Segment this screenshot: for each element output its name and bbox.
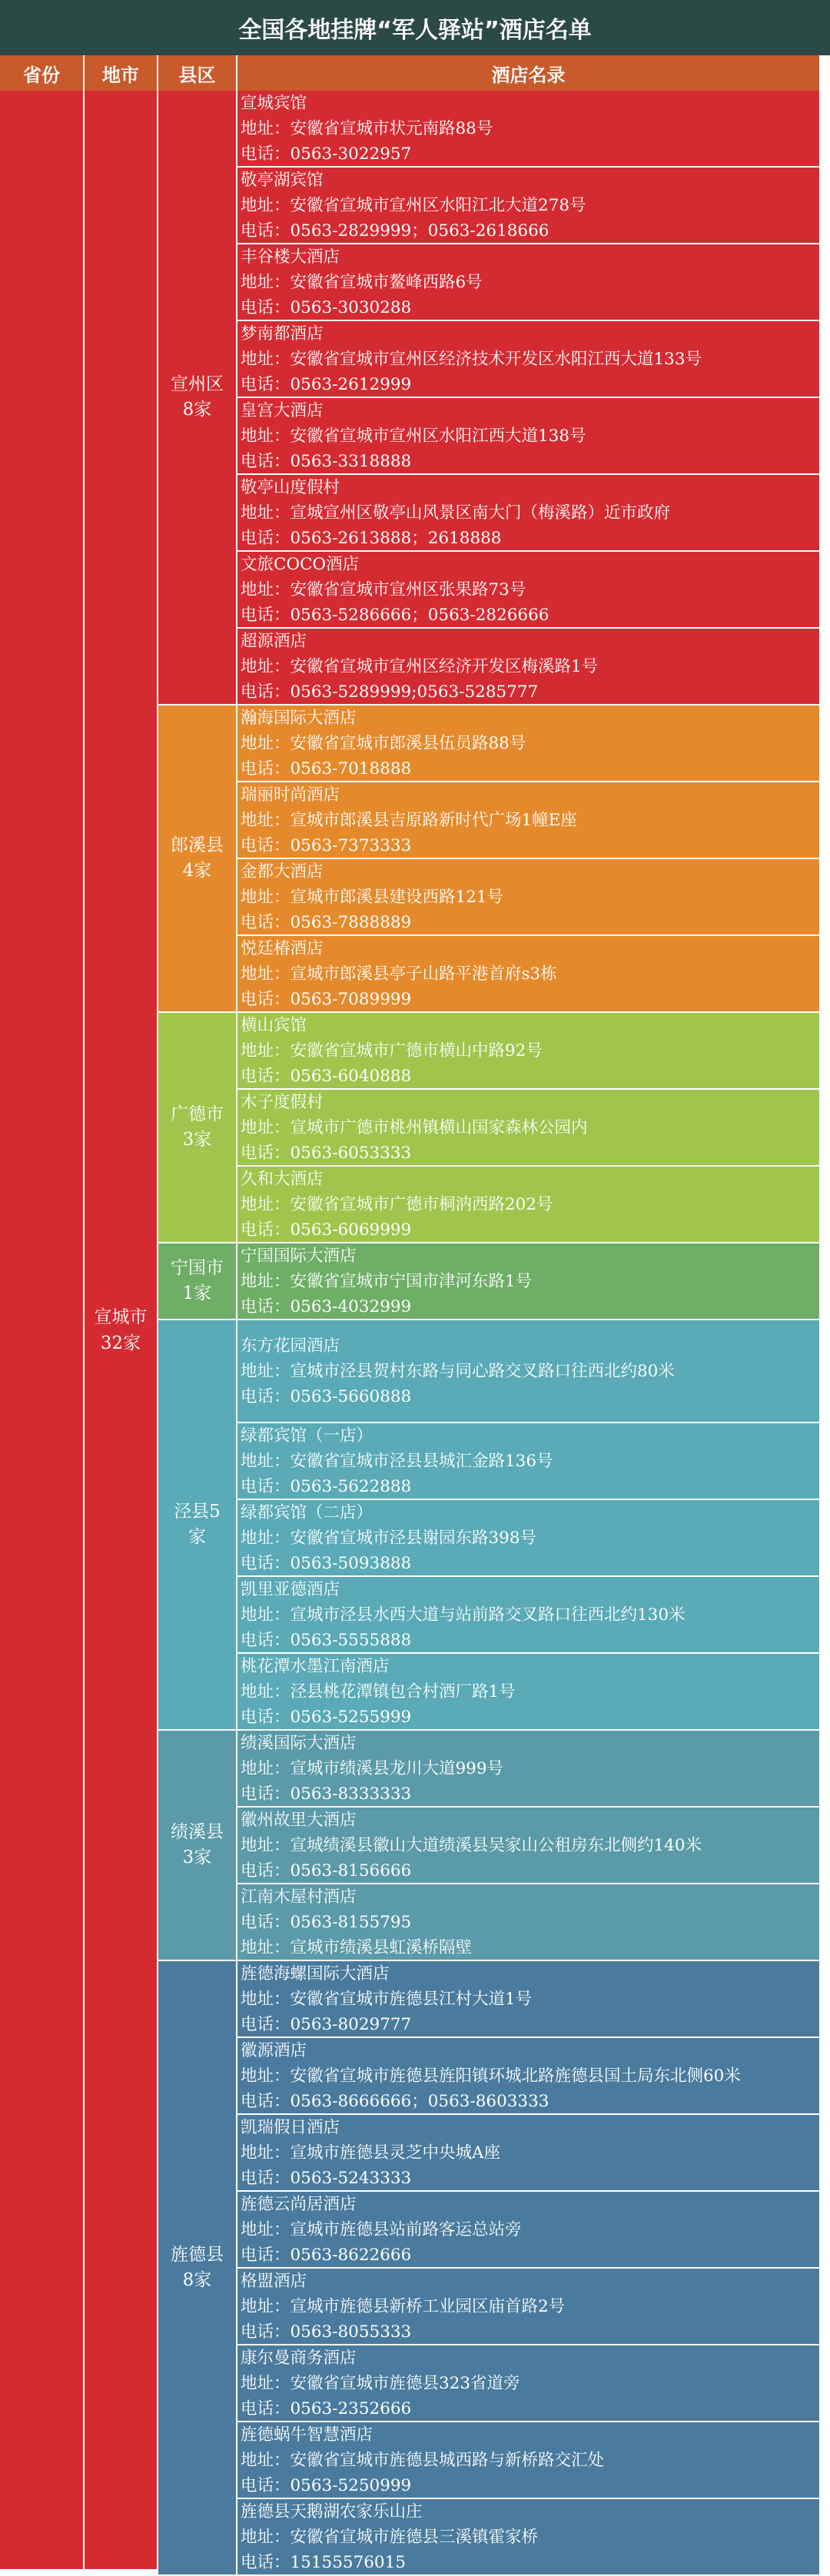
hotel-entry [237,629,819,705]
hotel-entry [237,1423,819,1500]
hotel-entry [237,2038,819,2115]
county-count: 4家 [182,861,212,881]
hotel-address: 地址：宣城绩溪县徽山大道绩溪县吴家山公租房东北侧约140米 [241,1836,702,1855]
hotel-name: 敬亭山度假村 [241,478,340,497]
hotel-address: 地址：安徽省宣城市旌德县旌阳镇环城北路旌德县国土局东北侧60米 [241,2066,741,2086]
province-column [0,91,85,2569]
county-count: 3家 [182,1130,212,1150]
hotel-address: 地址：安徽省宣城市状元南路88号 [241,119,493,138]
hotel-entry [237,1167,819,1243]
hotel-address: 地址：安徽省宣城市宣州区水阳江北大道278号 [241,196,586,215]
hotel-entry [237,1654,819,1731]
hotel-name: 梦南都酒店 [241,324,324,344]
hotel-phone: 电话：0563-5243333 [241,2169,412,2188]
hotel-name: 木子度假村 [241,1093,324,1112]
hotel-phone: 电话：0563-5255999 [241,1708,412,1727]
county-cell [158,1013,237,1243]
hotel-phone: 电话：0563-3318888 [241,452,412,471]
county-name: 旌德县 [171,2245,224,2265]
hotel-phone: 电话：0563-2829999；0563-2618666 [241,221,549,241]
city-cell [85,91,158,2569]
hotel-phone: 电话：0563-8055333 [241,2322,412,2342]
hotel-phone: 电话：0563-5250999 [241,2476,412,2495]
hotel-name: 超源酒店 [241,632,307,651]
hotel-name: 绿都宾馆（一店） [241,1426,374,1446]
hotel-phone: 电话：0563-7373333 [241,836,412,855]
county-name: 泾县5 [174,1502,221,1522]
county-count: 8家 [182,400,212,420]
hotel-name: 旌德云尚居酒店 [241,2195,357,2214]
hotel-address: 地址：安徽省宣城市宣州区张果路73号 [241,580,526,599]
hotel-name: 悦廷椿酒店 [241,939,324,958]
hotel-phone: 电话：0563-5660888 [241,1387,412,1406]
county-name: 宣州区 [171,374,224,394]
hotel-phone: 电话：0563-8156666 [241,1861,412,1881]
hotel-name: 文旅COCO酒店 [241,555,360,574]
hotel-phone: 电话：0563-3030288 [241,298,412,317]
hotel-address: 地址：安徽省宣城市旌德县三溪镇霍家桥 [241,2528,539,2547]
hotel-entry [237,1961,819,2038]
hotel-address: 地址：安徽省宣城市泾县谢园东路398号 [241,1529,537,1548]
hotel-address: 电话：0563-8155795 [241,1913,412,1932]
hotel-phone: 电话：0563-7089999 [241,990,412,1009]
hotel-address: 地址：宣城市泾县水西大道与站前路交叉路口往西北约130米 [241,1605,686,1625]
right-margin [819,91,830,2569]
hotel-entry [237,398,819,475]
hotel-name: 久和大酒店 [241,1170,324,1189]
hotel-name: 宁国国际大酒店 [241,1247,357,1266]
hotel-phone: 电话：0563-2613888；2618888 [241,529,502,548]
hotel-phone: 电话：0563-5555888 [241,1631,412,1650]
county-name: 绩溪县 [171,1822,224,1842]
hotel-name: 宣城宾馆 [241,94,307,113]
hotel-name: 凯瑞假日酒店 [241,2118,340,2137]
hotel-address: 地址：安徽省宣城市广德市桐汭西路202号 [241,1195,553,1214]
hotel-address: 地址：宣城市郎溪县吉原路新时代广场1幢E座 [241,811,577,830]
hotel-entry [237,1731,819,1808]
header-hotels: 酒店名录 [237,55,819,91]
hotel-phone: 电话：0563-6053333 [241,1144,412,1163]
hotel-phone: 电话：0563-8333333 [241,1784,412,1804]
hotel-name: 旌德海螺国际大酒店 [241,1964,390,1983]
hotel-entry [237,1500,819,1577]
county-cell [158,1961,237,2576]
hotel-entry [237,936,819,1013]
hotel-entry [237,782,819,859]
hotel-phone: 电话：0563-5093888 [241,1554,412,1573]
hotel-name: 丰谷楼大酒店 [241,247,340,267]
hotel-phone: 电话：0563-5286666；0563-2826666 [241,606,549,625]
county-count: 3家 [182,1847,212,1867]
hotel-phone: 电话：0563-8029777 [241,2015,412,2034]
hotel-name: 旌德蜗牛智慧酒店 [241,2425,374,2445]
hotel-entry [237,1243,819,1320]
hotel-entry [237,1808,819,1884]
hotel-name: 康尔曼商务酒店 [241,2349,357,2368]
hotel-phone: 电话：0563-2352666 [241,2399,412,2418]
county-cell [158,1320,237,1731]
hotel-entry [237,705,819,782]
hotel-address: 地址：安徽省宣城市泾县县城汇金路136号 [241,1452,553,1471]
hotel-entry [237,475,819,552]
hotel-address: 地址：宣城市旌德县灵芝中央城A座 [241,2143,501,2163]
hotel-address: 地址：安徽省宣城市鳌峰西路6号 [241,273,483,292]
hotel-address: 地址：安徽省宣城市宣州区经济技术开发区水阳江西大道133号 [241,350,702,369]
header-province: 省份 [0,55,85,91]
hotel-entry [237,2115,819,2192]
hotel-entry [237,552,819,629]
hotel-phone: 电话：0563-8622666 [241,2246,412,2265]
hotel-entry [237,1090,819,1167]
hotel-name: 桃花潭水墨江南酒店 [241,1657,390,1676]
hotel-entry [237,168,819,244]
hotel-address: 地址：宣城市广德市桃州镇横山国家森林公园内 [241,1118,588,1137]
hotel-name: 瑞丽时尚酒店 [241,785,340,805]
header-city: 地市 [85,55,158,91]
hotel-entry [237,1320,819,1423]
hotel-phone: 电话：0563-6069999 [241,1220,412,1240]
county-cell [158,1731,237,1961]
hotel-entry [237,1013,819,1090]
hotel-name: 东方花园酒店 [241,1336,340,1356]
hotel-address: 地址：安徽省宣城市旌德县城西路与新桥路交汇处 [241,2451,605,2470]
hotel-name: 江南木屋村酒店 [241,1887,357,1907]
county-count: 8家 [182,2270,212,2290]
city-count: 32家 [100,1333,141,1353]
hotel-phone: 地址：宣城市绩溪县虹溪桥隔壁 [241,1938,473,1957]
county-cell [158,705,237,1013]
hotel-entry [237,244,819,321]
hotel-phone: 电话：0563-5289999;0563-5285777 [241,682,539,702]
county-name: 宁国市 [171,1258,224,1278]
hotel-phone: 电话：0563-7888889 [241,913,412,932]
hotel-name: 格盟酒店 [241,2272,307,2291]
hotel-address: 地址：安徽省宣城市宣州区水阳江西大道138号 [241,427,586,446]
hotel-entry [237,2422,819,2499]
hotel-name: 徽源酒店 [241,2041,307,2060]
county-cell [158,91,237,705]
hotel-name: 瀚海国际大酒店 [241,709,357,728]
county-count: 1家 [182,1283,212,1303]
hotel-entry [237,2499,819,2576]
hotel-address: 地址：宣城市郎溪县建设西路121号 [241,888,504,907]
hotel-phone: 电话：0563-8666666；0563-8603333 [241,2092,549,2111]
hotel-name: 敬亭湖宾馆 [241,171,324,190]
hotel-phone: 电话：0563-2612999 [241,375,412,394]
hotel-entry [237,859,819,936]
hotel-phone: 电话：0563-5622888 [241,1477,412,1496]
hotel-address: 地址：宣城市绩溪县龙川大道999号 [241,1759,504,1778]
hotel-name: 旌德县天鹅湖农家乐山庄 [241,2502,423,2521]
hotel-entry [237,2269,819,2345]
hotel-address: 地址：宣城市郎溪县亭子山路平港首府s3栋 [241,964,557,984]
hotel-address: 地址：安徽省宣城市旌德县323省道旁 [241,2374,520,2393]
hotel-name: 横山宾馆 [241,1016,307,1035]
hotel-address: 地址：泾县桃花潭镇包合村酒厂路1号 [241,1682,516,1701]
hotel-address: 地址：安徽省宣城市宁国市津河东路1号 [241,1272,533,1291]
hotel-name: 凯里亚德酒店 [241,1580,340,1599]
hotel-entry [237,91,819,168]
hotel-name: 绩溪国际大酒店 [241,1734,357,1753]
hotel-name: 金都大酒店 [241,862,324,881]
hotel-name: 皇宫大酒店 [241,401,324,420]
county-name: 郎溪县 [171,835,224,855]
hotel-phone: 电话：0563-6040888 [241,1067,412,1086]
county-count: 家 [188,1527,206,1547]
hotel-address: 地址：宣城市泾县贺村东路与同心路交叉路口往西北约80米 [241,1362,675,1381]
hotel-entry [237,1577,819,1654]
county-cell [158,1243,237,1320]
hotel-phone: 电话：0563-4032999 [241,1297,412,1316]
hotel-phone: 电话：15155576015 [241,2553,406,2572]
hotel-entry [237,321,819,398]
hotel-address: 地址：安徽省宣城市宣州区经济开发区梅溪路1号 [241,657,599,676]
hotel-address: 地址：安徽省宣城市旌德县江村大道1号 [241,1990,533,2009]
hotel-phone: 电话：0563-3022957 [241,144,412,164]
page-title: 全国各地挂牌“军人驿站”酒店名单 [0,0,830,55]
hotel-entry [237,2345,819,2422]
hotel-address: 地址：安徽省宣城市广德市横山中路92号 [241,1041,543,1061]
hotel-address: 地址：宣城市旌德县站前路客运总站旁 [241,2220,522,2239]
hotel-name: 徽州故里大酒店 [241,1811,357,1830]
hotel-phone: 电话：0563-7018888 [241,759,412,778]
hotel-address: 地址：宣城市旌德县新桥工业园区庙首路2号 [241,2297,566,2316]
city-name: 宣城市 [94,1306,148,1327]
hotel-address: 地址：安徽省宣城市郎溪县伍员路88号 [241,734,526,753]
header-county: 县区 [158,55,237,91]
hotel-address: 地址：宣城宣州区敬亭山风景区南大门（梅溪路）近市政府 [241,503,671,523]
hotel-entry [237,1884,819,1961]
county-name: 广德市 [171,1104,224,1124]
hotel-entry [237,2192,819,2269]
hotel-name: 绿都宾馆（二店） [241,1503,374,1522]
